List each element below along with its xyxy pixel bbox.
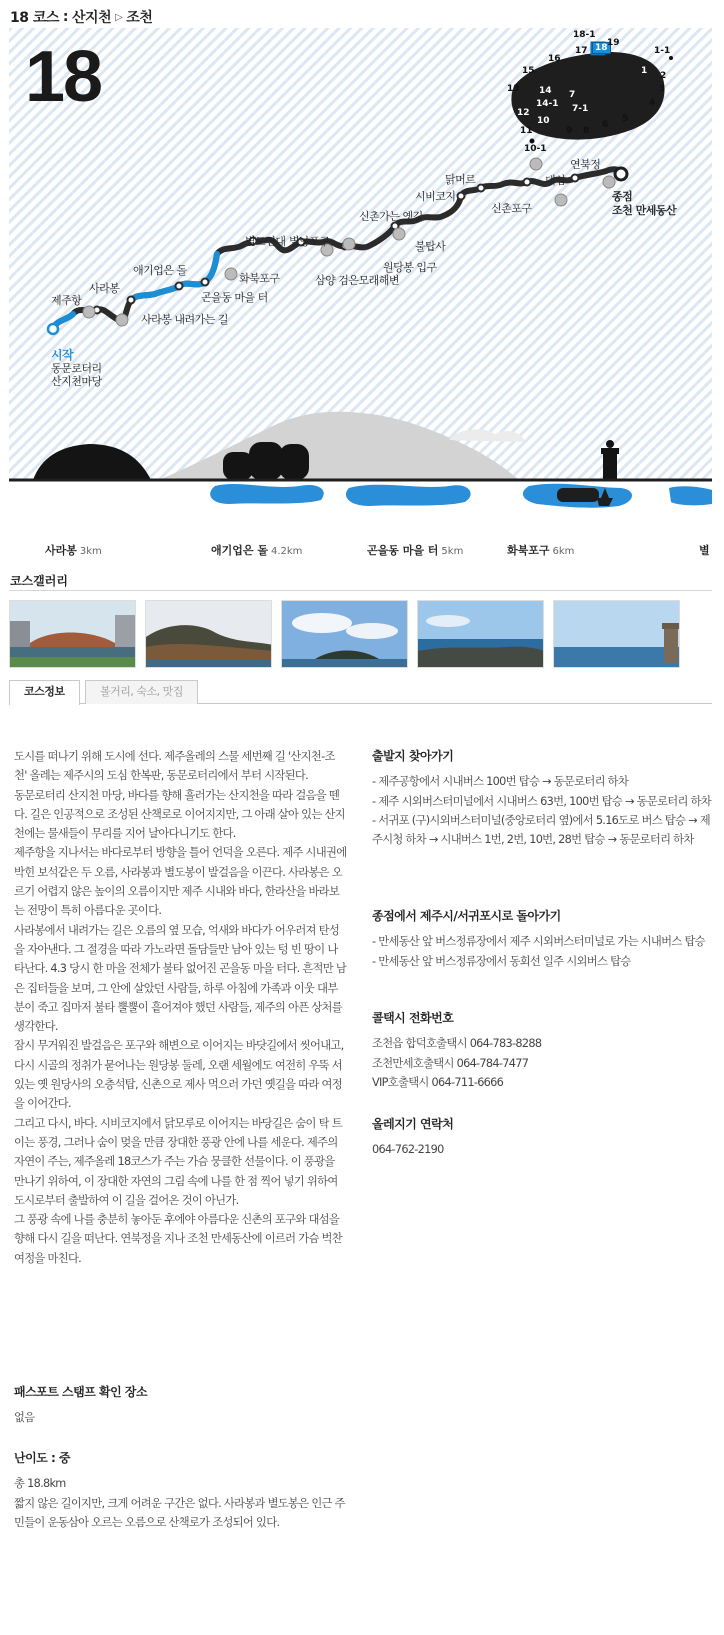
return-heading: 종점에서 제주시/서귀포시로 돌아가기 [372,909,561,923]
difficulty-heading: 난이도 : 중 [14,1451,71,1465]
elevation-label: 곤을동 마을 터 5km [367,544,464,557]
route-label-sarabong-down: 사라봉 내려가는 길 [141,313,229,326]
island-label: 10-1 [524,144,547,154]
island-label: 7 [569,90,576,100]
route-label-dakmeoreu: 닭머르 [445,173,476,186]
island-label: 14-1 [536,99,559,109]
island-label: 13 [507,84,520,94]
description-paragraph: 도시를 떠나기 위해 도시에 선다. 제주올레의 스물 세번째 길 '산지천-조천' 올레는 제주시의 도심 한복판, 동문로터리에서 부터 시작된다. [14,750,335,783]
island-label: 18-1 [573,30,596,40]
island-label: 5 [622,114,629,124]
route-label-daeseom: 대섬 [545,174,566,187]
taxi-line: 조천읍 합덕호출택시 064-783-8288 [372,1037,542,1051]
end-marker [615,168,627,180]
island-label: 17 [575,46,588,56]
contact-heading: 올레지기 연락처 [372,1117,454,1131]
gallery-thumb-tower-sea[interactable] [553,600,680,668]
passport-section [14,1383,347,1428]
getting-there-line: - 제주 시외버스터미널에서 시내버스 63번, 100번 탑승 → 동문로터리 하차 [372,794,712,808]
island-label: 6 [602,120,609,130]
route-label-bultapsa: 불탑사 [415,240,446,253]
start-marker [48,324,58,334]
course-number: 18 [25,37,102,117]
getting-there-line: - 제주공항에서 시내버스 100번 탑승 → 동문로터리 하차 [372,775,629,789]
course-gallery [9,600,719,668]
elevation-label: 화북포구 6km [507,544,575,557]
island-label: 1 [641,66,648,76]
route-label-sinchon-road: 신촌가는 옛길 [359,210,423,223]
info-tabs [9,680,712,704]
course-map-graphic [9,28,712,564]
route-label-sibikoji: 시비코지 [415,190,456,203]
difficulty-section [14,1449,347,1532]
elevation-label: 별 [699,544,710,557]
passport-heading: 패스포트 스탬프 확인 장소 [14,1385,148,1399]
route-label-samyang: 삼양 검은모래해변 [315,274,400,287]
start-label: 시작 [51,348,74,362]
description-paragraph: 사라봉에서 내려가는 길은 오름의 옆 모습, 억새와 바다가 어우러져 탄성을 자아낸다. 그 절경을 따라 가노라면 돌담들만 남아 있는 텅 빈 땅이 나타난다. 4.3 당시 한 마을 전체가 불타 없어진 곤을동 마을 터다. 흔적만 남은 집터들을 보며, 그 안에 살았던 사람들, 하루 아침에 가족과 이웃 대부분이 죽고 집마저 불타 뿔뿔이 흩어져야 했던 사람들, 제주의 아픈 상처를 생각한다. [14,923,347,1034]
route-label-sarabong: 사라봉 [89,282,120,295]
route-label-byeolnang: 별낭포구 [289,235,330,248]
course-title [10,6,152,28]
taxi-line: VIP호출택시 064-711-6666 [372,1075,504,1089]
getting-there-line: - 서귀포 (구)시외버스터미널(중앙로터리 옆)에서 5.16도로 버스 탑승 → 제주시청 하차 → 시내버스 1번, 2번, 10번, 28번 탑승 → 동문로터리 하차 [372,813,710,847]
island-label: 3 [659,84,666,94]
island-label: 8 [583,126,590,136]
route-label-wondang: 원당봉 입구 [383,261,437,274]
description-paragraph: 잠시 무거워진 발걸음은 포구와 해변으로 이어지는 바닷길에서 씻어내고, 다시 시골의 정취가 묻어나는 원당봉 둘레, 오랜 세월에도 여전히 우뚝 서 있는 옛 원당사의 오층석탑, 신촌으로 제사 먹으러 가던 옛길을 따라 여정을 이어간다. [14,1039,344,1111]
island-label: 2 [660,71,667,81]
island-label: 15 [522,66,535,76]
island-label: 14 [539,86,552,96]
tab-attractions[interactable]: 볼거리, 숙소, 맛집 [85,680,198,704]
passport-value: 없음 [14,1411,35,1425]
route-label-hwabuk: 화북포구 [239,272,280,285]
difficulty-text: 짧지 않은 길이지만, 크게 어려운 구간은 없다. 사라봉과 별도봉은 인근 주민들이 운동삼아 오르는 오름으로 산책로가 조성되어 있다. [14,1496,345,1529]
return-line: - 만세동산 앞 버스정류장에서 제주 시외버스터미널로 가는 시내버스 탑승 [372,935,705,949]
taxi-section [372,1009,712,1092]
course-title-sep: : [62,9,69,25]
start-sub-label: 동문로터리 [51,362,102,375]
end-sub-label: 조천 만세동산 [612,204,677,217]
route-label-yeonbukjeong: 연북정 [570,158,601,171]
getting-there-section [372,747,712,849]
island-label: 11 [520,126,533,136]
course-map [9,28,712,564]
gallery-thumb-coast-hill[interactable] [145,600,272,668]
getting-there-heading: 출발지 찾아가기 [372,749,454,763]
description-paragraph: 제주항을 지나서는 바다로부터 방향을 틀어 언덕을 오른다. 제주 시내권에 박힌 보석같은 두 오름, 사라봉과 별도봉이 발걸음을 이끈다. 사라봉은 오르기 어렵지 않은 높이의 오름이지만 제주 시내와 바다, 한라산을 바라보는 전망이 특히 아름다운 곳이다. [14,846,347,918]
route-label-byeoldo: 별도연대 [245,235,286,248]
route-label-goneul: 곤을동 마을 터 [201,291,268,304]
end-label: 종점 [612,190,633,203]
island-label: 4 [649,98,656,108]
taxi-heading: 콜택시 전화번호 [372,1011,454,1025]
island-label: 7-1 [572,104,589,114]
description-paragraph: 그 풍광 속에 나를 충분히 놓아둔 후에야 아름다운 신촌의 포구와 대섬을 향해 다시 길을 떠난다. 연북정을 지나 조천 만세동산에 이르러 가슴 벅찬 여정을 마친다. [14,1213,342,1265]
course-title-to: 조천 [126,10,153,26]
island-label: 10 [537,116,550,126]
gallery-thumb-sea-horizon[interactable] [417,600,544,668]
island-label: 12 [517,108,530,118]
start-sub-label: 산지천마당 [51,375,102,388]
play-arrow-icon: ▷ [115,11,123,23]
gallery-thumb-oreum-sky[interactable] [281,600,408,668]
route-label-aegi-stone: 애기업은 돌 [133,264,187,277]
divider [9,590,712,591]
return-line: - 만세동산 앞 버스정류장에서 동회선 일주 시외버스 탑승 [372,954,631,968]
course-title-number: 18 코스 [10,10,59,26]
elevation-label: 사라봉 3km [45,544,102,557]
gallery-thumb-bridge[interactable] [9,600,136,668]
course-title-from: 산지천 [72,10,112,26]
course-description [14,747,347,1268]
tab-course-info[interactable]: 코스정보 [9,680,80,705]
contact-value: 064-762-2190 [372,1143,444,1157]
island-label: 16 [548,54,561,64]
description-paragraph: 동문로터리 산지천 마당, 바다를 향해 흘러가는 산지천을 따라 걸음을 뗀다. 길은 인공적으로 조성된 산책로로 이어지지만, 그 아래 살아 있는 산지천에는 물새들이 무리를 지어 날아다니기도 한다. [14,788,345,841]
island-label-current[interactable]: 18 [592,42,611,54]
island-label: 9 [566,126,573,136]
contact-section [372,1115,712,1160]
island-label: 19 [607,38,620,48]
description-paragraph: 그리고 다시, 바다. 시비코지에서 닭모루로 이어지는 바당길은 숨이 탁 트이는 풍경, 그러나 숨이 멎을 만큼 장대한 풍광 안에 나를 세운다. 제주의 자연이 주는, 제주올레 18코스가 주는 가슴 뭉클한 선물이다. 이 풍광을 만나기 위하여, 이 장대한 자연의 그림 속에 나를 한 점 찍어 넣기 위하여 도시로부터 출발하여 이 길을 걸어온 것이 아닌가. [14,1116,342,1207]
taxi-line: 조천만세호출택시 064-784-7477 [372,1056,529,1070]
island-label: 1-1 [654,46,671,56]
route-label-jejuhang: 제주항 [51,294,82,307]
gallery-title: 코스갤러리 [10,574,68,588]
return-section [372,907,712,971]
elevation-label: 애기업은 돌 4.2km [211,544,303,557]
route-label-sinchonpogu: 신촌포구 [491,202,532,215]
difficulty-distance: 총 18.8km [14,1477,66,1491]
